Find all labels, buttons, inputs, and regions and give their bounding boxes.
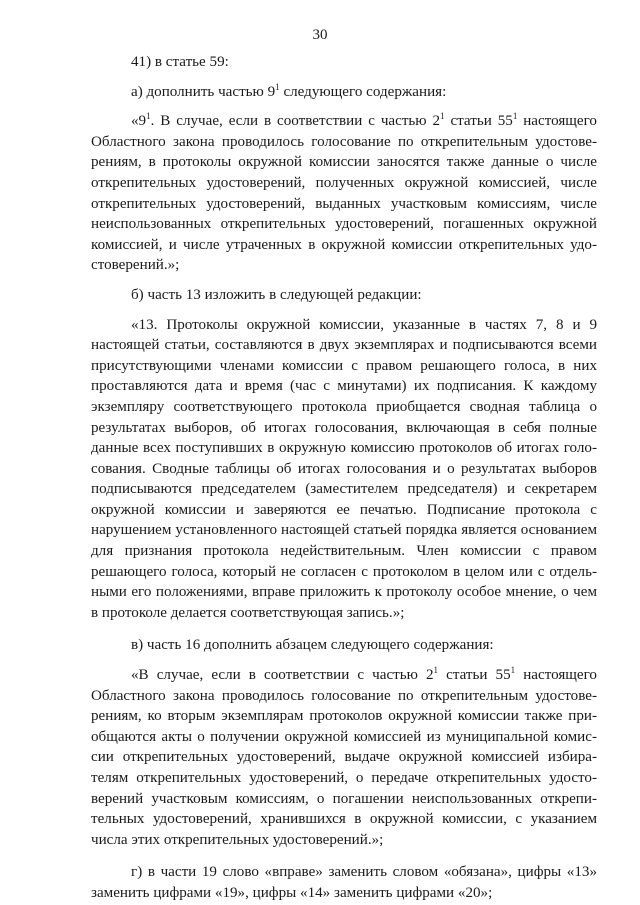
page-number: 30 (312, 27, 328, 43)
quoted-part-9-1: «$9^1$. В случае, если в соответствии с частью $2^1$ статьи $55^1$ настоящего Областного закона проводилось голосование по открепительным удостоверениям, в протоколы окружной комиссии заносятся также данные о числе открепительных удостоверений, полученных окружной комиссией, числе открепительных удостоверений, выданных участковым комиссиям, числе неиспользованных открепительных удостоверений, погашенных окружной комиссией, и числе утраченных в окружной комиссии открепительных удостоверений.»; (91, 111, 597, 274)
quoted-part-16-paragraph: «В случае, если в соответствии с частью $2^1$ статьи $55^1$ настоящего Областного закона проводилось голосование по открепительным удостоверениям, ко вторым экземплярам протоколов окружной комиссии также приобщаются акты о получении окружной комиссией из муниципальной комиссии открепительных удостоверений, выдаче окружной комиссией избирателям открепительных удостоверений, о передаче открепительных удостоверений участковым комиссиям, о погашении неиспользованных открепительных удостоверений, хранившихся в окружной комиссии, с указанием числа этих открепительных удостоверений.»; (91, 665, 597, 848)
superscript-one: 1 (510, 665, 516, 676)
superscript-one: 1 (512, 111, 518, 122)
superscript-one: 1 (440, 111, 445, 122)
subitem-g: г) в части 19 слово «вправе» заменить словом «обязана», цифры «13» заменить цифрами «19», цифры «14» заменить цифрами «20»; (91, 864, 597, 901)
quoted-part-13: «13. Протоколы окружной комиссии, указанные в частях 7, 8 и 9 настоящей статьи, составляются в двух экземплярах и подписываются всеми присутствующими членами комиссии с правом решающего голоса, в них проставляются дата и время (час с минутами) их подписания. К каждому экземпляру соответствующего протокола приобщается сводная таблица о результатах выборов, об итогах голосования, включающая в себя полные данные всех поступивших в окружную комиссию протоколов об итогах голосования. Сводные таблицы об итогах голосования и о результатах выборов подписываются председателем (заместителем председателя) и секретарем окружной комиссии и заверяются ее печатью. Подписание протокола с нарушением установленного настоящей статьей порядка является основанием для признания протокола недействительным. Член комиссии с правом решающего голоса, который не согласен с протоколом в целом или с отдельными его положениями, вправе приложить к протоколу особое мнение, о чем в протоколе делается соответствующая запись.»; (91, 316, 597, 621)
superscript-one: 1 (433, 665, 439, 676)
document-body (91, 52, 597, 904)
subitem-v: в) часть 16 дополнить абзацем следующего содержания: (131, 637, 494, 654)
subitem-b: б) часть 13 изложить в следующей редакции: (131, 286, 422, 303)
superscript-one: 1 (275, 81, 280, 92)
superscript-one: 1 (146, 111, 151, 122)
item-41-heading: 41) в статье 59: (131, 54, 229, 70)
subitem-a: а) дополнить частью $9^1$ следующего содержания: (131, 81, 447, 100)
